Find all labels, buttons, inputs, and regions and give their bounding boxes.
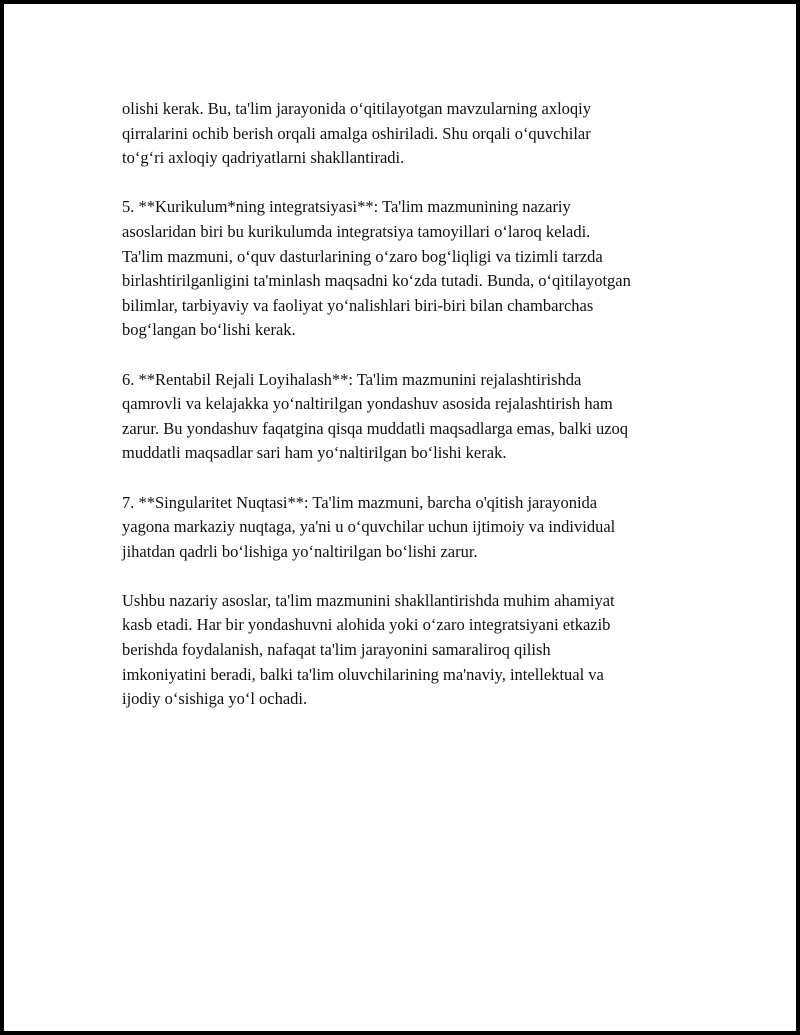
text-line: asoslaridan biri bu kurikulumda integratsiya tamoyillari o‘laroq keladi. — [122, 221, 591, 241]
text-line: qirralarini ochib berish orqali amalga oshiriladi. Shu orqali o‘quvchilar — [122, 123, 591, 143]
paragraph-continuation — [122, 97, 707, 171]
text-line: birlashtirilganligini ta'minlash maqsadni ko‘zda tutadi. Bunda, o‘qitilayotgan — [122, 271, 631, 291]
paragraph-conclusion — [122, 589, 707, 712]
text-line: bilimlar, tarbiyaviy va faoliyat yo‘nalishlari biri-biri bilan chambarchas — [122, 295, 594, 315]
text-line: muddatli maqsadlar sari ham yo‘naltirilgan bo‘lishi kerak. — [122, 443, 507, 463]
text-line: to‘g‘ri axloqiy qadriyatlarni shakllantiradi. — [122, 148, 405, 168]
text-line: imkoniyatini beradi, balki ta'lim oluvchilarining ma'naviy, intellektual va — [122, 664, 604, 684]
text-line: 5. **Kurikulum*ning integratsiyasi**: Ta'lim mazmunining nazariy — [122, 197, 571, 217]
text-line: olishi kerak. Bu, ta'lim jarayonida o‘qitilayotgan mavzularning axloqiy — [122, 99, 591, 118]
text-line: ijodiy o‘sishiga yo‘l ochadi. — [122, 689, 308, 709]
paragraph-item-6 — [122, 368, 707, 466]
paragraph-item-7 — [122, 491, 707, 565]
text-line: bog‘langan bo‘lishi kerak. — [122, 320, 296, 340]
text-line: 6. **Rentabil Rejali Loyihalash**: Ta'lim mazmunini rejalashtirishda — [122, 369, 582, 389]
text-line: berishda foydalanish, nafaqat ta'lim jarayonini samaraliroq qilish — [122, 640, 551, 660]
text-line: jihatdan qadrli bo‘lishiga yo‘naltirilgan bo‘lishi zarur. — [122, 541, 478, 561]
paragraph-item-5 — [122, 195, 707, 343]
text-line: yagona markaziy nuqtaga, ya'ni u o‘quvchilar uchun ijtimoiy va individual — [122, 517, 616, 537]
document-body — [122, 97, 707, 736]
text-line: kasb etadi. Har bir yondashuvni alohida yoki o‘zaro integratsiyani etkazib — [122, 615, 611, 635]
text-line: Ushbu nazariy asoslar, ta'lim mazmunini shakllantirishda muhim ahamiyat — [122, 590, 615, 610]
text-line: Ta'lim mazmuni, o‘quv dasturlarining o‘zaro bog‘liqligi va tizimli tarzda — [122, 246, 603, 266]
text-line: qamrovli va kelajakka yo‘naltirilgan yondashuv asosida rejalashtirish ham — [122, 394, 613, 414]
text-line: zarur. Bu yondashuv faqatgina qisqa muddatli maqsadlarga emas, balki uzoq — [122, 418, 629, 438]
text-line: 7. **Singularitet Nuqtasi**: Ta'lim mazmuni, barcha o'qitish jarayonida — [122, 492, 598, 512]
